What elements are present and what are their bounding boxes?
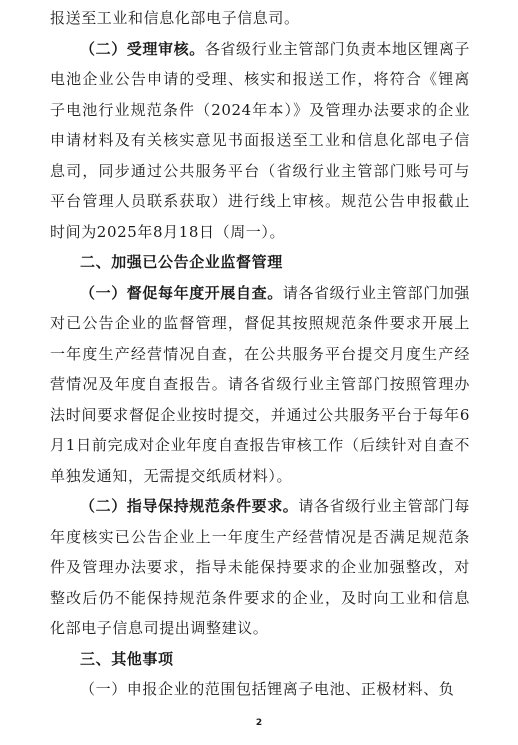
paragraph-text: 各省级行业主管部门负责本地区锂离子电池企业公告申请的受理、核实和报送工作，将符合《锂离子电池行业规范条件（2024年本）》及管理办法要求的企业申请材料及有关核实意见书面报送至工业和信息化部电子信息司，同步通过公共服务平台（省级行业主管部门账号可与平台管理人员联系获取）进行线上审核。规范公告申报截止时间为2025年8月18日（周一）。 bbox=[50, 39, 471, 241]
page-number: 2 bbox=[255, 718, 263, 728]
paragraph-text: 三、其他事项 bbox=[80, 649, 174, 668]
paragraph-lead: （二）指导保持规范条件要求。 bbox=[80, 497, 299, 515]
paragraph-lead: （二）受理审核。 bbox=[80, 39, 205, 58]
paragraph-text: 二、加强已公告企业监督管理 bbox=[80, 253, 283, 271]
paragraph bbox=[50, 3, 470, 34]
paragraph-text: 请各省级行业主管部门每年度核实已公告企业上一年度生产经营情况是否满足规范条件及管理办法要求，指导未能保持要求的企业加强整改，对整改后仍不能保持规范条件要求的企业，及时向工业和信息化部电子信息司提出调整建议。 bbox=[50, 497, 471, 637]
paragraph-lead: （一）督促每年度开展自查。 bbox=[80, 283, 283, 302]
document-body bbox=[50, 3, 470, 705]
paragraph-text: （一）申报企业的范围包括锂离子电池、正极材料、负 bbox=[80, 680, 455, 698]
section-heading bbox=[50, 644, 470, 675]
section-heading bbox=[50, 247, 470, 278]
paragraph bbox=[50, 34, 470, 248]
paragraph bbox=[50, 278, 470, 492]
paragraph bbox=[50, 491, 470, 644]
paragraph-text: 请各省级行业主管部门加强对已公告企业的监督管理，督促其按照规范条件要求开展上一年度生产经营情况自查，在公共服务平台提交月度生产经营情况及年度自查报告。请各省级行业主管部门按照管理办法时间要求督促企业按时提交，并通过公共服务平台于每年6月1日前完成对企业年度自查报告审核工作（后续针对自查不单独发通知，无需提交纸质材料）。 bbox=[50, 283, 471, 485]
paragraph-text: 报送至工业和信息化部电子信息司。 bbox=[50, 9, 300, 27]
paragraph bbox=[50, 674, 470, 705]
